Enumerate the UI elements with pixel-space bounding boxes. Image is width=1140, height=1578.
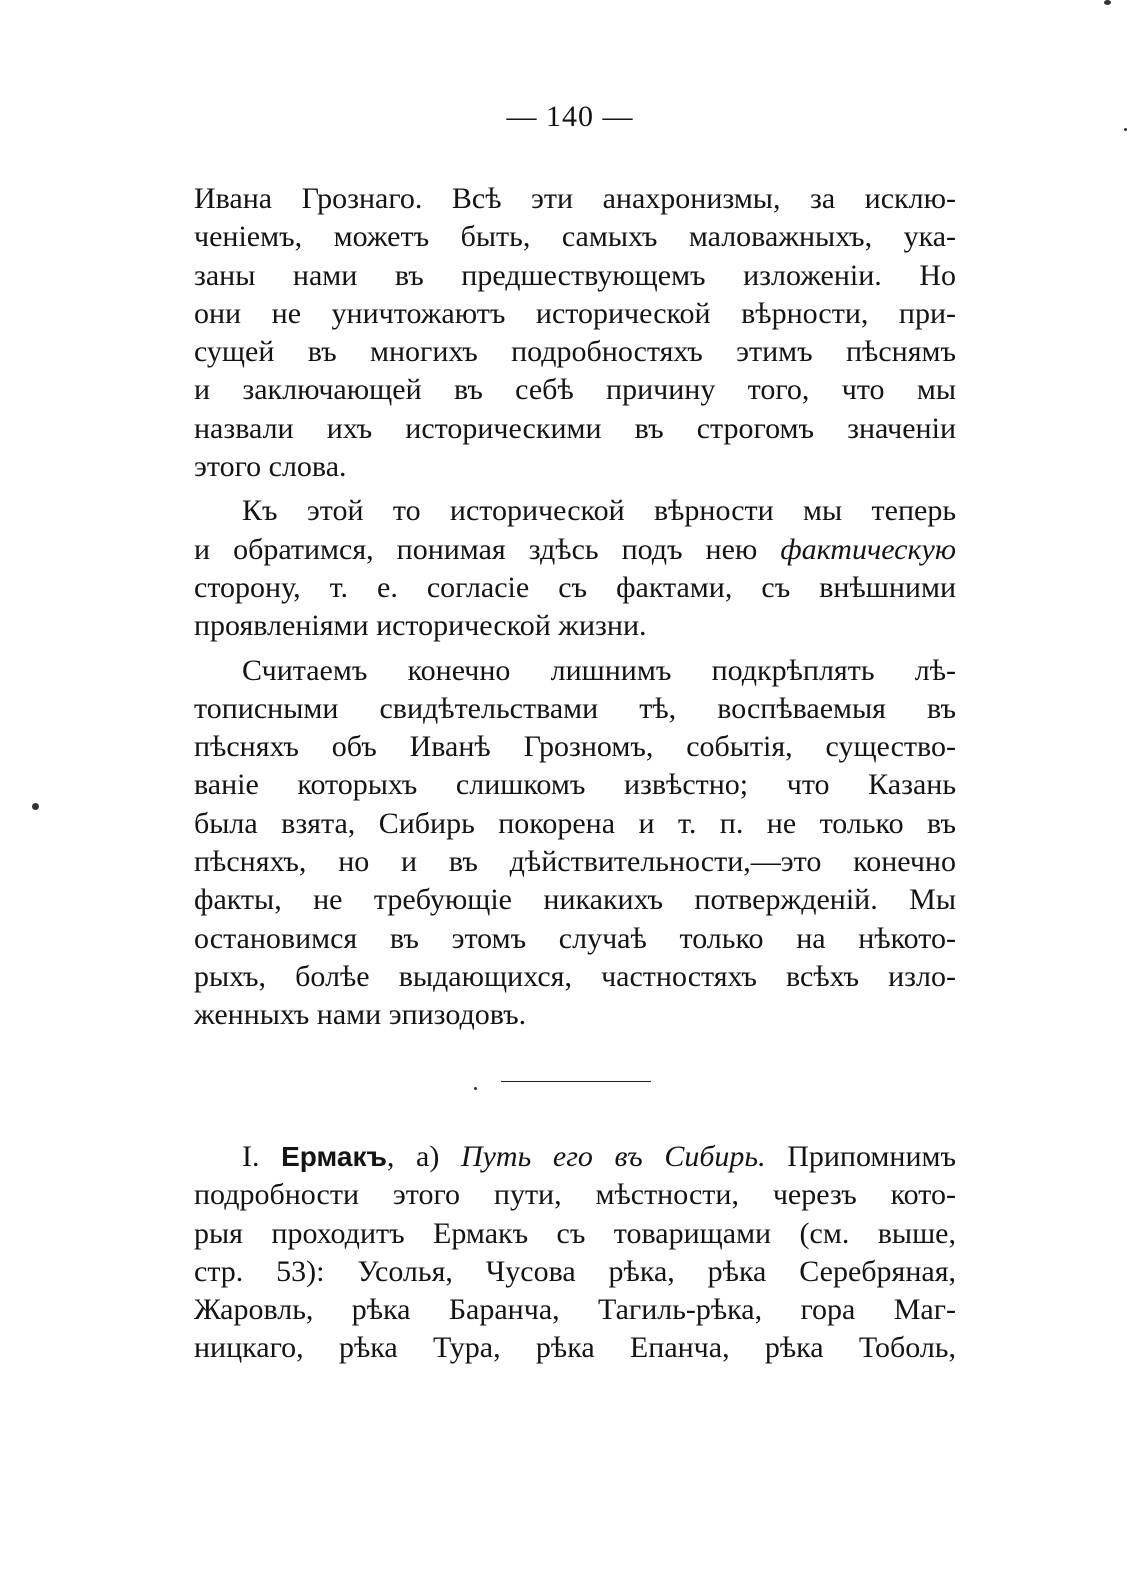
section-heading: Ермакъ — [281, 1141, 387, 1172]
text-line — [194, 531, 956, 569]
paragraph-3 — [194, 652, 956, 1035]
text-line: стр. 53): Усолья, Чусова рѣка, рѣка Серебряная, — [194, 1254, 956, 1288]
scan-speck — [32, 803, 39, 810]
text-line: Считаемъ конечно лишнимъ подкрѣплять лѣ- — [242, 653, 956, 687]
section-ermak — [194, 1138, 956, 1368]
italic-term: фактическую — [780, 532, 956, 566]
text-line: они не уничтожаютъ исторической вѣрности, при- — [194, 296, 956, 330]
text-line: ваніе которыхъ слишкомъ извѣстно; что Казань — [194, 768, 956, 802]
body-text-top — [194, 180, 956, 1035]
paragraph-2 — [194, 492, 956, 645]
text-line: факты, не требующіе никакихъ потвержденій. Мы — [194, 883, 956, 917]
text-line: подробности этого пути, мѣстности, черезъ кото- — [194, 1178, 956, 1212]
text-line: ницкаго, рѣка Тура, рѣка Епанча, рѣка Тоболь, — [194, 1331, 956, 1365]
text-run: , а) — [386, 1140, 461, 1173]
text-line: Къ этой то исторической вѣрности мы теперь — [242, 494, 956, 528]
section-divider — [501, 1081, 651, 1082]
text-line: ченіемъ, можетъ быть, самыхъ маловажныхъ, ука- — [194, 220, 956, 254]
text-line: была взята, Сибирь покорена и т. п. не только въ — [194, 806, 956, 840]
paragraph-1 — [194, 180, 956, 486]
text-line: рыхъ, болѣе выдающихся, частностяхъ всѣхъ изло- — [194, 959, 956, 993]
text-line: этого слова. — [194, 450, 347, 484]
page-number: — 140 — — [506, 100, 634, 133]
text-line: Жаровль, рѣка Баранча, Тагиль-рѣка, гора Маг- — [194, 1293, 956, 1327]
text-line: остановимся въ этомъ случаѣ только на нѣкото- — [194, 921, 956, 955]
text-line: Ивана Грознаго. Всѣ эти анахронизмы, за исклю- — [194, 182, 956, 215]
text-run: Припомнимъ — [765, 1140, 957, 1173]
text-run: и обратимся, понимая здѣсь подъ нею — [194, 532, 781, 566]
text-line: проявленіями исторической жизни. — [194, 609, 647, 643]
section-numeral: I. — [242, 1140, 282, 1173]
section-subheading: Путь его въ Сибирь. — [460, 1140, 766, 1173]
text-line: рыя проходитъ Ермакъ съ товарищами (см. выше, — [194, 1216, 956, 1250]
scan-speck — [1104, 0, 1111, 5]
scan-speck — [1124, 128, 1127, 131]
text-line: тописными свидѣтельствами тѣ, воспѣваемыя въ — [194, 691, 956, 725]
text-line — [194, 1138, 956, 1176]
text-line: сторону, т. е. согласіе съ фактами, съ внѣшними — [194, 570, 956, 604]
text-line: пѣсняхъ, но и въ дѣйствительности,—это конечно — [194, 845, 956, 879]
text-line: и заключающей въ себѣ причину того, что мы — [194, 373, 956, 407]
text-line: назвали ихъ историческими въ строгомъ значеніи — [194, 411, 956, 445]
text-line: сущей въ многихъ подробностяхъ этимъ пѣснямъ — [194, 335, 956, 369]
scan-speck — [474, 1087, 477, 1090]
text-line: женныхъ нами эпизодовъ. — [194, 998, 527, 1032]
text-line: пѣсняхъ объ Иванѣ Грозномъ, событія, существо- — [194, 730, 956, 764]
text-line: заны нами въ предшествующемъ изложеніи. Но — [194, 258, 956, 292]
